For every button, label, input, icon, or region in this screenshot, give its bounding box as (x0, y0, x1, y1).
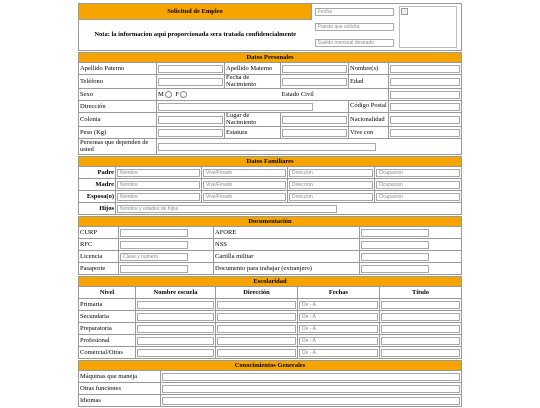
label-codigo-postal: Código Postal (349, 101, 389, 113)
otras-funciones-input[interactable] (162, 385, 460, 393)
secundaria-fechas-input[interactable]: De - A (299, 313, 378, 321)
comercial-titulo-input[interactable] (381, 349, 460, 357)
hijos-input[interactable]: Nombre y edades de hijos (117, 205, 337, 213)
label-rfc: RFC (79, 239, 119, 251)
sexo-f-label: F (175, 90, 180, 98)
label-edad: Edad (349, 75, 389, 89)
nss-input[interactable] (361, 241, 429, 249)
form-title: Solicitud de Empleo (79, 4, 312, 20)
table-row (79, 311, 462, 323)
label-curp: CURP (79, 227, 119, 239)
col-titulo: Título (380, 287, 462, 299)
licencia-input[interactable]: Clase y numero (120, 253, 188, 261)
label-padre: Padre (79, 167, 116, 179)
label-lugar-nacimiento: Lugar de Nacimiento (225, 113, 281, 127)
estado-civil-input[interactable] (390, 91, 460, 99)
esposa-direccion-input[interactable]: Direccion (289, 193, 373, 201)
idiomas-input[interactable] (162, 397, 460, 405)
afore-input[interactable] (361, 229, 429, 237)
documents-section (78, 216, 462, 275)
list-item (79, 371, 462, 383)
sexo-m-radio[interactable] (165, 91, 172, 98)
table-row (79, 347, 462, 359)
profesional-titulo-input[interactable] (381, 337, 460, 345)
madre-vive-input[interactable]: Vive/Finado (203, 181, 286, 189)
sueldo-input[interactable]: Sueldo mensual deseado (315, 39, 394, 47)
padre-ocupacion-input[interactable]: Ocupacion (376, 169, 460, 177)
col-direccion: Dirección (216, 287, 298, 299)
label-permiso: Documento para trabajar (extranjero) (214, 263, 360, 275)
label-nacionalidad: Nacionalidad (349, 113, 389, 127)
pasaporte-input[interactable] (120, 265, 188, 273)
nombres-input[interactable] (390, 65, 460, 73)
maquinas-input[interactable] (162, 373, 460, 381)
secundaria-escuela-input[interactable] (137, 313, 214, 321)
education-section (78, 276, 462, 359)
label-cartilla: Cartilla militar (214, 251, 360, 263)
label-hijos: Hijos (79, 203, 116, 215)
secundaria-titulo-input[interactable] (381, 313, 460, 321)
label-otras-funciones: Otras funciones (79, 383, 161, 395)
form-header (78, 3, 462, 51)
family-row (79, 203, 462, 215)
padre-vive-input[interactable]: Vive/Finado (203, 169, 286, 177)
esposa-nombre-input[interactable]: Nombre (117, 193, 200, 201)
photo-placeholder (399, 6, 457, 48)
nivel-comercial: Comercial/Otras (79, 347, 136, 359)
table-row (79, 323, 462, 335)
family-row (79, 191, 462, 203)
job-application-form (78, 3, 461, 408)
label-maquinas: Máquinas que maneja (79, 371, 161, 383)
preparatoria-titulo-input[interactable] (381, 325, 460, 333)
label-afore: AFORE (214, 227, 360, 239)
edad-input[interactable] (390, 78, 460, 86)
label-fecha-nacimiento: Fecha de Nacimiento (225, 75, 281, 89)
comercial-fechas-input[interactable]: De - A (299, 349, 378, 357)
direccion-input[interactable] (158, 103, 313, 111)
label-nombres: Nombre(s) (349, 63, 389, 75)
knowledge-section (78, 360, 462, 407)
nacionalidad-input[interactable] (390, 116, 460, 124)
fecha-input[interactable]: Fecha (315, 8, 394, 16)
sexo-f-radio[interactable] (180, 91, 187, 98)
broken-image-icon (401, 8, 408, 15)
primaria-direccion-input[interactable] (217, 301, 296, 309)
personal-data-section (78, 52, 462, 155)
secundaria-direccion-input[interactable] (217, 313, 296, 321)
label-esposa: Esposa(o) (79, 191, 116, 203)
padre-nombre-input[interactable]: Nombre (117, 169, 200, 177)
label-dependientes: Personas que dependen de usted (79, 139, 157, 155)
table-row (79, 335, 462, 347)
section-title-conocimientos: Conocimientos Generales (79, 361, 462, 371)
esposa-vive-input[interactable]: Vive/Finado (203, 193, 286, 201)
lugar-nacimiento-input[interactable] (282, 116, 347, 124)
fecha-nacimiento-input[interactable] (282, 78, 347, 86)
label-madre: Madre (79, 179, 116, 191)
label-peso: Peso (Kg) (79, 127, 157, 139)
family-data-section (78, 156, 462, 215)
primaria-escuela-input[interactable] (137, 301, 214, 309)
codigo-postal-input[interactable] (390, 103, 460, 111)
family-row (79, 167, 462, 179)
label-direccion: Dirección (79, 101, 157, 113)
label-colonia: Colonia (79, 113, 157, 127)
vive-con-input[interactable] (390, 129, 460, 137)
col-nombre-escuela: Nombre escuela (136, 287, 216, 299)
peso-input[interactable] (158, 129, 223, 137)
esposa-ocupacion-input[interactable]: Ocupacion (376, 193, 460, 201)
rfc-input[interactable] (120, 241, 188, 249)
nivel-secundaria: Secundaria (79, 311, 136, 323)
section-title-familiares: Datos Familiares (79, 157, 462, 167)
preparatoria-direccion-input[interactable] (217, 325, 296, 333)
label-apellido-materno: Apellido Materno (225, 63, 281, 75)
dependientes-input[interactable] (158, 143, 376, 151)
puesto-input[interactable]: Puesto que solicita (315, 23, 394, 31)
madre-direccion-input[interactable]: Direccion (289, 181, 373, 189)
table-row (79, 299, 462, 311)
label-sexo: Sexo (79, 89, 157, 101)
label-telefono: Teléfono (79, 75, 157, 89)
nivel-profesional: Profesional (79, 335, 136, 347)
madre-nombre-input[interactable]: Nombre (117, 181, 200, 189)
colonia-input[interactable] (158, 116, 223, 124)
label-licencia: Licencia (79, 251, 119, 263)
label-apellido-paterno: Apellido Paterno (79, 63, 157, 75)
label-nss: NSS (214, 239, 360, 251)
col-nivel: Nivel (79, 287, 136, 299)
primaria-fechas-input[interactable]: De - A (299, 301, 378, 309)
list-item (79, 383, 462, 395)
label-pasaporte: Pasaporte (79, 263, 119, 275)
sexo-m-label: M (158, 90, 164, 98)
profesional-escuela-input[interactable] (137, 337, 214, 345)
nivel-preparatoria: Preparatoria (79, 323, 136, 335)
confidential-note: Nota: la informacion aqui proporcionada sera tratada confidencialmente (94, 31, 297, 39)
section-title-documentacion: Documentación (79, 217, 462, 227)
estatura-input[interactable] (282, 129, 347, 137)
telefono-input[interactable] (158, 78, 223, 86)
nivel-primaria: Primaria (79, 299, 136, 311)
padre-direccion-input[interactable]: Direccion (289, 169, 373, 177)
section-title-personales: Datos Personales (79, 53, 462, 63)
label-vive-con: Vive con (349, 127, 389, 139)
col-fechas: Fechas (298, 287, 380, 299)
preparatoria-escuela-input[interactable] (137, 325, 214, 333)
profesional-direccion-input[interactable] (217, 337, 296, 345)
curp-input[interactable] (120, 229, 188, 237)
madre-ocupacion-input[interactable]: Ocupacion (376, 181, 460, 189)
label-idiomas: Idiomas (79, 395, 161, 407)
preparatoria-fechas-input[interactable]: De - A (299, 325, 378, 333)
family-row (79, 179, 462, 191)
cartilla-input[interactable] (361, 253, 429, 261)
apellido-materno-input[interactable] (282, 65, 347, 73)
permiso-input[interactable] (361, 265, 429, 273)
comercial-direccion-input[interactable] (217, 349, 296, 357)
section-title-escolaridad: Escolaridad (79, 277, 462, 287)
apellido-paterno-input[interactable] (158, 65, 223, 73)
profesional-fechas-input[interactable]: De - A (299, 337, 378, 345)
primaria-titulo-input[interactable] (381, 301, 460, 309)
label-estatura: Estatura (225, 127, 281, 139)
label-estado-civil: Estado Civil (281, 89, 389, 101)
comercial-escuela-input[interactable] (137, 349, 214, 357)
